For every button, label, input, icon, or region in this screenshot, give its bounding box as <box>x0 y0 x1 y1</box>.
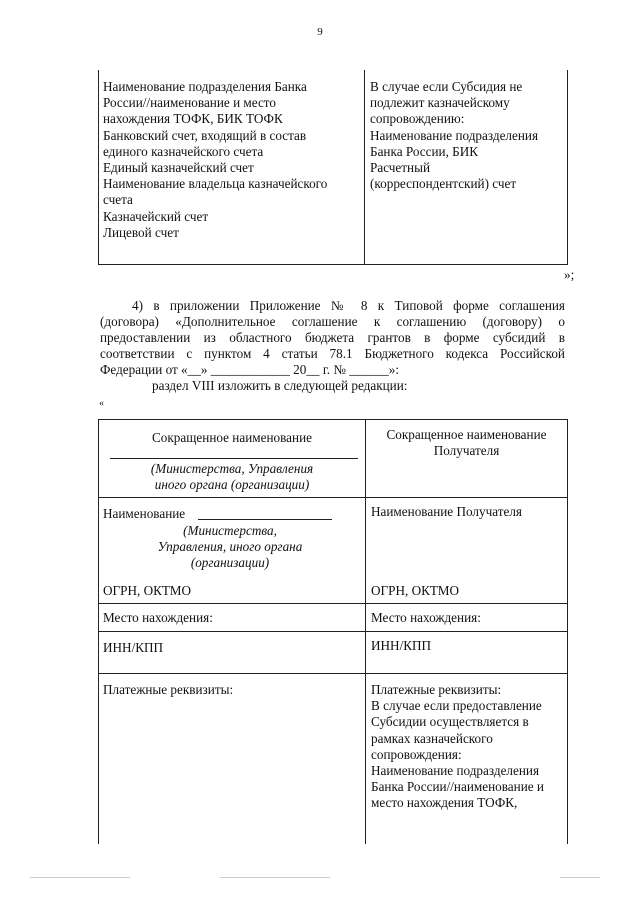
top-table-left-cell <box>103 79 361 241</box>
header-left-cell <box>100 430 364 446</box>
short-name-label: Сокращенное наименование <box>152 430 312 445</box>
text-line: Наименование подразделения Банка <box>103 79 307 94</box>
page-number: 9 <box>317 26 323 38</box>
payment-right-cell <box>371 682 567 812</box>
text-line: Наименование владельца казначейского <box>103 176 328 192</box>
text-line: сопровождения: <box>371 746 462 762</box>
text-line: Банка России//наименование и <box>371 779 544 795</box>
paragraph-line: (договора) «Дополнительное соглашение к соглашению (договору) о <box>100 314 565 329</box>
italic-note-line: иного органа (организации) <box>154 477 310 493</box>
text-line: Наименование подразделения <box>370 127 539 143</box>
top-table-middle-border <box>364 70 365 265</box>
header-left-italic <box>100 461 364 493</box>
name-left-label: Наименование <box>103 506 186 521</box>
paragraph-line: 4) в приложении Приложение № 8 к Типовой форме соглашения <box>132 298 565 313</box>
ogrn-right-label: ОГРН, ОКТМО <box>371 583 460 598</box>
row-divider <box>98 497 568 498</box>
location-right-label: Место нахождения: <box>371 610 481 625</box>
short-name-blank-line <box>110 458 358 459</box>
amendment-paragraph <box>100 298 565 394</box>
italic-note-line: (организации) <box>190 555 270 571</box>
closing-quote-mark: »; <box>564 267 575 282</box>
header-right-cell <box>366 427 567 459</box>
paragraph-line: Федерации от «__» ____________ 20__ г. № ______»: <box>100 362 400 377</box>
inn-right-label: ИНН/КПП <box>371 638 432 653</box>
paragraph-line: соответствии с пунктом 4 статьи 78.1 Бюджетного кодекса Российской <box>100 346 565 361</box>
text-line: Лицевой счет <box>103 224 179 240</box>
top-table-right-border <box>567 70 568 265</box>
name-right-label: Наименование Получателя <box>371 504 522 519</box>
scan-artifact <box>30 877 130 878</box>
ogrn-left-label: ОГРН, ОКТМО <box>103 583 192 598</box>
payment-left-label: Платежные реквизиты: <box>103 682 234 697</box>
top-table-right-cell <box>370 79 565 192</box>
text-line: подлежит казначейскому <box>370 95 510 111</box>
row-divider <box>98 673 568 674</box>
text-line: Единый казначейский счет <box>103 160 254 176</box>
name-blank-line <box>198 519 332 520</box>
header-right-line: Сокращенное наименование <box>386 427 547 442</box>
section-instruction: раздел VIII изложить в следующей редакции: <box>152 378 408 393</box>
row-divider <box>98 603 568 604</box>
text-line: единого казначейского счета <box>103 143 264 159</box>
text-line: рамках казначейского <box>371 730 493 746</box>
text-line: Банка России, БИК <box>370 143 479 159</box>
paragraph-line: предоставлении из областного бюджета грантов в форме субсидий в <box>100 330 565 345</box>
top-table-bottom-border <box>98 264 568 265</box>
text-line: Казначейский счет <box>103 208 209 224</box>
text-line: (корреспондентский) счет <box>370 176 517 192</box>
text-line: место нахождения ТОФК, <box>371 795 518 811</box>
text-line: Банковский счет, входящий в состав <box>103 127 307 143</box>
location-left-label: Место нахождения: <box>103 610 213 625</box>
text-line: Расчетный <box>370 160 431 176</box>
text-line: В случае если Субсидия не <box>370 79 523 94</box>
header-right-line: Получателя <box>433 443 500 459</box>
text-line: Платежные реквизиты: <box>371 682 502 697</box>
text-line: России//наименование и место <box>103 95 276 111</box>
text-line: сопровождению: <box>370 111 465 127</box>
text-line: Субсидии осуществляется в <box>371 714 529 730</box>
bottom-table-top-border <box>98 419 568 420</box>
scan-artifact <box>220 877 330 878</box>
row-divider <box>98 631 568 632</box>
top-table-left-border <box>98 70 99 265</box>
italic-note-line: (Министерства, Управления <box>150 461 314 476</box>
inn-left-label: ИНН/КПП <box>103 640 164 655</box>
italic-note-line: Управления, иного органа <box>157 539 303 555</box>
opening-quote-mark: « <box>99 398 104 409</box>
name-left-italic <box>130 523 330 572</box>
text-line: В случае если предоставление <box>371 698 542 714</box>
text-line: нахождения ТОФК, БИК ТОФК <box>103 111 283 127</box>
scan-artifact <box>560 877 600 878</box>
text-line: Наименование подразделения <box>371 763 540 779</box>
italic-note-line: (Министерства, <box>183 523 277 538</box>
text-line: счета <box>103 192 133 208</box>
